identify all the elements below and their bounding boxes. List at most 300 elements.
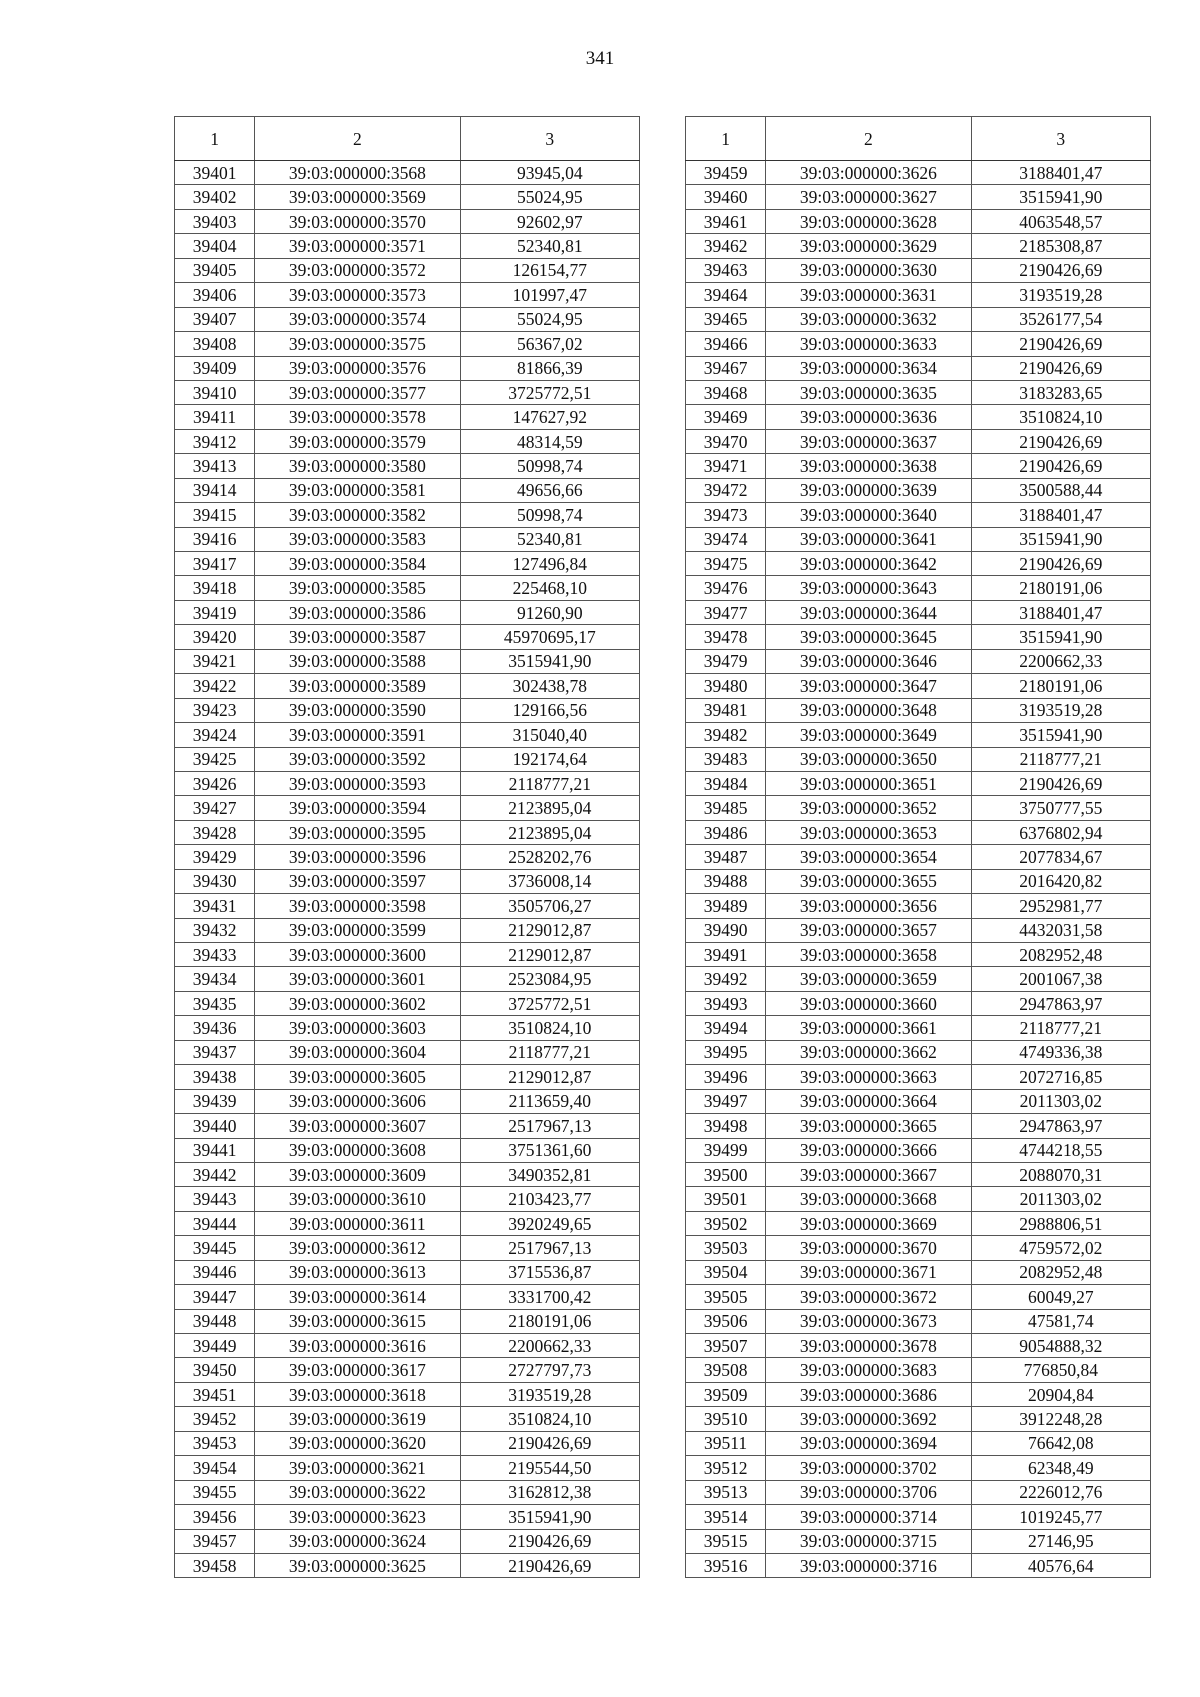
table-row [686,869,1151,893]
cadastral-number-cell: 39:03:000000:3640 [766,503,971,527]
table-row [686,747,1151,771]
row-number-cell: 39428 [175,820,255,844]
value-cell: 2190426,69 [971,454,1150,478]
table-row [175,649,640,673]
row-number-cell: 39433 [175,943,255,967]
value-cell: 3510824,10 [971,405,1150,429]
table-row [175,1040,640,1064]
cadastral-number-cell: 39:03:000000:3663 [766,1065,971,1089]
cadastral-number-cell: 39:03:000000:3604 [255,1040,460,1064]
column-header-3: 3 [971,117,1150,161]
row-number-cell: 39432 [175,918,255,942]
table-row [175,1407,640,1431]
table-row [175,747,640,771]
table-row [175,1480,640,1504]
row-number-cell: 39498 [686,1114,766,1138]
cadastral-number-cell: 39:03:000000:3638 [766,454,971,478]
value-cell: 3510824,10 [460,1407,639,1431]
table-row [686,527,1151,551]
cadastral-number-cell: 39:03:000000:3577 [255,380,460,404]
row-number-cell: 39405 [175,258,255,282]
value-cell: 2072716,85 [971,1065,1150,1089]
cadastral-number-cell: 39:03:000000:3714 [766,1505,971,1529]
table-row [175,1382,640,1406]
cadastral-number-cell: 39:03:000000:3647 [766,674,971,698]
cadastral-number-cell: 39:03:000000:3664 [766,1089,971,1113]
value-cell: 3515941,90 [971,723,1150,747]
cadastral-number-cell: 39:03:000000:3583 [255,527,460,551]
value-cell: 3725772,51 [460,991,639,1015]
row-number-cell: 39472 [686,478,766,502]
table-row [175,894,640,918]
value-cell: 2113659,40 [460,1089,639,1113]
value-cell: 2016420,82 [971,869,1150,893]
value-cell: 2082952,48 [971,1260,1150,1284]
cadastral-number-cell: 39:03:000000:3632 [766,307,971,331]
row-number-cell: 39496 [686,1065,766,1089]
table-row [686,1480,1151,1504]
value-cell: 47581,74 [971,1309,1150,1333]
value-cell: 2118777,21 [971,747,1150,771]
cadastral-number-cell: 39:03:000000:3668 [766,1187,971,1211]
cadastral-number-cell: 39:03:000000:3578 [255,405,460,429]
cadastral-number-cell: 39:03:000000:3620 [255,1431,460,1455]
value-cell: 2190426,69 [460,1553,639,1577]
table-row [686,429,1151,453]
value-cell: 20904,84 [971,1382,1150,1406]
cadastral-number-cell: 39:03:000000:3569 [255,185,460,209]
row-number-cell: 39416 [175,527,255,551]
table-row [686,1334,1151,1358]
cadastral-number-cell: 39:03:000000:3616 [255,1334,460,1358]
table-row [686,967,1151,991]
cadastral-number-cell: 39:03:000000:3612 [255,1236,460,1260]
column-header-1: 1 [175,117,255,161]
value-cell: 126154,77 [460,258,639,282]
table-row [175,332,640,356]
cadastral-number-cell: 39:03:000000:3572 [255,258,460,282]
cadastral-number-cell: 39:03:000000:3654 [766,845,971,869]
table-row [686,405,1151,429]
cadastral-number-cell: 39:03:000000:3625 [255,1553,460,1577]
table-row [175,454,640,478]
row-number-cell: 39493 [686,991,766,1015]
cadastral-number-cell: 39:03:000000:3671 [766,1260,971,1284]
row-number-cell: 39486 [686,820,766,844]
row-number-cell: 39421 [175,649,255,673]
row-number-cell: 39457 [175,1529,255,1553]
row-number-cell: 39488 [686,869,766,893]
cadastral-number-cell: 39:03:000000:3683 [766,1358,971,1382]
cadastral-number-cell: 39:03:000000:3602 [255,991,460,1015]
row-number-cell: 39499 [686,1138,766,1162]
table-row [686,1089,1151,1113]
value-cell: 3912248,28 [971,1407,1150,1431]
table-row [175,1211,640,1235]
table-row [175,869,640,893]
row-number-cell: 39411 [175,405,255,429]
table-row [686,625,1151,649]
cadastral-number-cell: 39:03:000000:3643 [766,576,971,600]
table-row [686,380,1151,404]
value-cell: 3188401,47 [971,161,1150,185]
value-cell: 2190426,69 [971,332,1150,356]
value-cell: 62348,49 [971,1456,1150,1480]
value-cell: 3183283,65 [971,380,1150,404]
row-number-cell: 39476 [686,576,766,600]
row-number-cell: 39481 [686,698,766,722]
cadastral-number-cell: 39:03:000000:3629 [766,234,971,258]
row-number-cell: 39450 [175,1358,255,1382]
table-row [175,820,640,844]
value-cell: 45970695,17 [460,625,639,649]
row-number-cell: 39424 [175,723,255,747]
table-row [686,161,1151,185]
cadastral-number-cell: 39:03:000000:3644 [766,600,971,624]
value-cell: 3515941,90 [971,527,1150,551]
cadastral-number-cell: 39:03:000000:3645 [766,625,971,649]
cadastral-number-cell: 39:03:000000:3611 [255,1211,460,1235]
table-row [686,332,1151,356]
table-row [175,1309,640,1333]
table-row [686,918,1151,942]
cadastral-number-cell: 39:03:000000:3634 [766,356,971,380]
value-cell: 2129012,87 [460,943,639,967]
value-cell: 2952981,77 [971,894,1150,918]
cadastral-number-cell: 39:03:000000:3585 [255,576,460,600]
cadastral-number-cell: 39:03:000000:3574 [255,307,460,331]
table-row [175,918,640,942]
cadastral-number-cell: 39:03:000000:3605 [255,1065,460,1089]
row-number-cell: 39480 [686,674,766,698]
table-row [175,1456,640,1480]
value-cell: 2103423,77 [460,1187,639,1211]
row-number-cell: 39492 [686,967,766,991]
row-number-cell: 39509 [686,1382,766,1406]
table-row [686,771,1151,795]
table-row [686,307,1151,331]
cadastral-number-cell: 39:03:000000:3653 [766,820,971,844]
cadastral-number-cell: 39:03:000000:3590 [255,698,460,722]
table-row [686,576,1151,600]
table-row [686,1456,1151,1480]
cadastral-number-cell: 39:03:000000:3635 [766,380,971,404]
row-number-cell: 39429 [175,845,255,869]
row-number-cell: 39455 [175,1480,255,1504]
value-cell: 2200662,33 [460,1334,639,1358]
value-cell: 3715536,87 [460,1260,639,1284]
table-row [686,1236,1151,1260]
row-number-cell: 39477 [686,600,766,624]
row-number-cell: 39487 [686,845,766,869]
table-row [175,698,640,722]
value-cell: 192174,64 [460,747,639,771]
row-number-cell: 39491 [686,943,766,967]
value-cell: 27146,95 [971,1529,1150,1553]
value-cell: 3500588,44 [971,478,1150,502]
table-row [175,576,640,600]
row-number-cell: 39425 [175,747,255,771]
table-row [686,845,1151,869]
table-row [686,234,1151,258]
table-row [175,1114,640,1138]
value-cell: 2185308,87 [971,234,1150,258]
table-row [686,1529,1151,1553]
cadastral-number-cell: 39:03:000000:3609 [255,1162,460,1186]
table-row [175,356,640,380]
value-cell: 3750777,55 [971,796,1150,820]
value-cell: 3736008,14 [460,869,639,893]
table-row [175,283,640,307]
cadastral-number-cell: 39:03:000000:3589 [255,674,460,698]
row-number-cell: 39430 [175,869,255,893]
cadastral-number-cell: 39:03:000000:3658 [766,943,971,967]
cadastral-number-cell: 39:03:000000:3648 [766,698,971,722]
row-number-cell: 39479 [686,649,766,673]
cadastral-number-cell: 39:03:000000:3622 [255,1480,460,1504]
value-cell: 315040,40 [460,723,639,747]
row-number-cell: 39501 [686,1187,766,1211]
row-number-cell: 39431 [175,894,255,918]
value-cell: 3193519,28 [971,698,1150,722]
value-cell: 2727797,73 [460,1358,639,1382]
table-right [685,116,1151,1578]
value-cell: 2523084,95 [460,967,639,991]
row-number-cell: 39495 [686,1040,766,1064]
table-row [686,1016,1151,1040]
table-row [686,674,1151,698]
table-row [175,943,640,967]
cadastral-number-cell: 39:03:000000:3586 [255,600,460,624]
cadastral-number-cell: 39:03:000000:3649 [766,723,971,747]
value-cell: 3188401,47 [971,503,1150,527]
row-number-cell: 39459 [686,161,766,185]
cadastral-number-cell: 39:03:000000:3573 [255,283,460,307]
table-row [175,1138,640,1162]
cadastral-number-cell: 39:03:000000:3694 [766,1431,971,1455]
row-number-cell: 39515 [686,1529,766,1553]
row-number-cell: 39466 [686,332,766,356]
value-cell: 2118777,21 [971,1016,1150,1040]
row-number-cell: 39440 [175,1114,255,1138]
table-row [686,454,1151,478]
value-cell: 2082952,48 [971,943,1150,967]
value-cell: 2118777,21 [460,771,639,795]
table-row [686,258,1151,282]
cadastral-number-cell: 39:03:000000:3636 [766,405,971,429]
row-number-cell: 39505 [686,1285,766,1309]
cadastral-number-cell: 39:03:000000:3655 [766,869,971,893]
table-row [175,723,640,747]
row-number-cell: 39510 [686,1407,766,1431]
value-cell: 55024,95 [460,307,639,331]
row-number-cell: 39439 [175,1089,255,1113]
cadastral-number-cell: 39:03:000000:3581 [255,478,460,502]
cadastral-number-cell: 39:03:000000:3633 [766,332,971,356]
value-cell: 3510824,10 [460,1016,639,1040]
page-number: 341 [585,48,615,69]
cadastral-number-cell: 39:03:000000:3670 [766,1236,971,1260]
value-cell: 3515941,90 [460,1505,639,1529]
cadastral-number-cell: 39:03:000000:3642 [766,552,971,576]
cadastral-number-cell: 39:03:000000:3678 [766,1334,971,1358]
value-cell: 2118777,21 [460,1040,639,1064]
table-row [175,307,640,331]
cadastral-number-cell: 39:03:000000:3624 [255,1529,460,1553]
value-cell: 2988806,51 [971,1211,1150,1235]
table-right-body [686,161,1151,1578]
table-row [686,209,1151,233]
value-cell: 9054888,32 [971,1334,1150,1358]
value-cell: 2190426,69 [460,1431,639,1455]
value-cell: 2129012,87 [460,918,639,942]
row-number-cell: 39489 [686,894,766,918]
value-cell: 2180191,06 [971,576,1150,600]
value-cell: 2947863,97 [971,991,1150,1015]
row-number-cell: 39497 [686,1089,766,1113]
cadastral-number-cell: 39:03:000000:3613 [255,1260,460,1284]
cadastral-number-cell: 39:03:000000:3599 [255,918,460,942]
row-number-cell: 39447 [175,1285,255,1309]
cadastral-number-cell: 39:03:000000:3639 [766,478,971,502]
row-number-cell: 39445 [175,1236,255,1260]
table-row [175,1187,640,1211]
row-number-cell: 39453 [175,1431,255,1455]
cadastral-number-cell: 39:03:000000:3651 [766,771,971,795]
table-row [686,1040,1151,1064]
table-left-body [175,161,640,1578]
cadastral-number-cell: 39:03:000000:3627 [766,185,971,209]
row-number-cell: 39503 [686,1236,766,1260]
column-header-2: 2 [255,117,460,161]
value-cell: 101997,47 [460,283,639,307]
row-number-cell: 39402 [175,185,255,209]
cadastral-number-cell: 39:03:000000:3608 [255,1138,460,1162]
row-number-cell: 39463 [686,258,766,282]
value-cell: 4759572,02 [971,1236,1150,1260]
row-number-cell: 39408 [175,332,255,356]
table-row [175,1431,640,1455]
cadastral-number-cell: 39:03:000000:3607 [255,1114,460,1138]
value-cell: 60049,27 [971,1285,1150,1309]
table-left [174,116,640,1578]
table-row [175,1358,640,1382]
table-row [175,991,640,1015]
table-row [175,967,640,991]
table-row [175,1089,640,1113]
cadastral-number-cell: 39:03:000000:3576 [255,356,460,380]
value-cell: 3505706,27 [460,894,639,918]
table-row [175,258,640,282]
row-number-cell: 39464 [686,283,766,307]
cadastral-number-cell: 39:03:000000:3582 [255,503,460,527]
row-number-cell: 39500 [686,1162,766,1186]
cadastral-number-cell: 39:03:000000:3568 [255,161,460,185]
value-cell: 2123895,04 [460,796,639,820]
column-header-3: 3 [460,117,639,161]
row-number-cell: 39467 [686,356,766,380]
cadastral-number-cell: 39:03:000000:3598 [255,894,460,918]
table-row [686,1114,1151,1138]
table-row [686,1358,1151,1382]
cadastral-number-cell: 39:03:000000:3631 [766,283,971,307]
value-cell: 2180191,06 [971,674,1150,698]
row-number-cell: 39483 [686,747,766,771]
table-row [686,356,1151,380]
row-number-cell: 39407 [175,307,255,331]
cadastral-number-cell: 39:03:000000:3587 [255,625,460,649]
value-cell: 3725772,51 [460,380,639,404]
cadastral-number-cell: 39:03:000000:3591 [255,723,460,747]
value-cell: 776850,84 [971,1358,1150,1382]
row-number-cell: 39465 [686,307,766,331]
row-number-cell: 39482 [686,723,766,747]
cadastral-number-cell: 39:03:000000:3672 [766,1285,971,1309]
cadastral-number-cell: 39:03:000000:3600 [255,943,460,967]
cadastral-number-cell: 39:03:000000:3579 [255,429,460,453]
value-cell: 2190426,69 [971,771,1150,795]
table-row [175,1236,640,1260]
value-cell: 3331700,42 [460,1285,639,1309]
value-cell: 2947863,97 [971,1114,1150,1138]
row-number-cell: 39512 [686,1456,766,1480]
value-cell: 56367,02 [460,332,639,356]
value-cell: 2195544,50 [460,1456,639,1480]
value-cell: 3751361,60 [460,1138,639,1162]
cadastral-number-cell: 39:03:000000:3659 [766,967,971,991]
value-cell: 52340,81 [460,234,639,258]
row-number-cell: 39401 [175,161,255,185]
value-cell: 49656,66 [460,478,639,502]
row-number-cell: 39471 [686,454,766,478]
value-cell: 3188401,47 [971,600,1150,624]
cadastral-number-cell: 39:03:000000:3592 [255,747,460,771]
row-number-cell: 39470 [686,429,766,453]
table-row [175,478,640,502]
table-row [686,1407,1151,1431]
table-row [686,503,1151,527]
table-row [175,1016,640,1040]
cadastral-number-cell: 39:03:000000:3601 [255,967,460,991]
row-number-cell: 39452 [175,1407,255,1431]
value-cell: 2011303,02 [971,1089,1150,1113]
row-number-cell: 39406 [175,283,255,307]
cadastral-number-cell: 39:03:000000:3626 [766,161,971,185]
table-row [175,1334,640,1358]
row-number-cell: 39419 [175,600,255,624]
cadastral-number-cell: 39:03:000000:3656 [766,894,971,918]
table-row [686,820,1151,844]
table-row [686,991,1151,1015]
value-cell: 2190426,69 [460,1529,639,1553]
value-cell: 4749336,38 [971,1040,1150,1064]
cadastral-number-cell: 39:03:000000:3596 [255,845,460,869]
value-cell: 2001067,38 [971,967,1150,991]
table-row [175,1285,640,1309]
table-row [686,1065,1151,1089]
table-row [175,1162,640,1186]
value-cell: 76642,08 [971,1431,1150,1455]
row-number-cell: 39507 [686,1334,766,1358]
row-number-cell: 39403 [175,209,255,233]
table-row [686,723,1151,747]
value-cell: 2077834,67 [971,845,1150,869]
table-row [175,185,640,209]
row-number-cell: 39462 [686,234,766,258]
value-cell: 81866,39 [460,356,639,380]
table-row [175,527,640,551]
table-row [175,209,640,233]
